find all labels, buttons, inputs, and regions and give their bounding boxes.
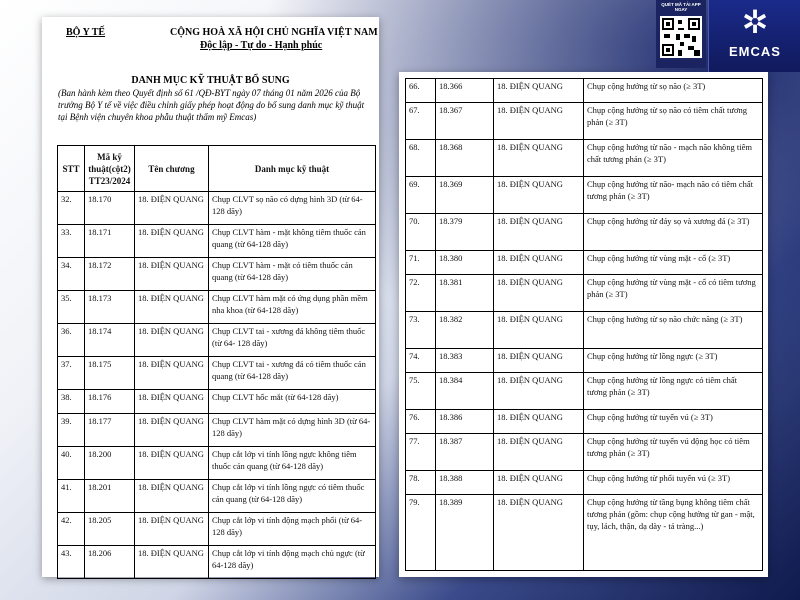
row-stt: 37. bbox=[58, 357, 85, 390]
row-technique: Chụp CLVT hàm mặt có ứng dụng phần mềm nha khoa (từ 64-128 dãy) bbox=[209, 291, 376, 324]
row-chapter: 18. ĐIỆN QUANG bbox=[135, 225, 209, 258]
table-row bbox=[58, 390, 376, 414]
row-chapter: 18. ĐIỆN QUANG bbox=[135, 480, 209, 513]
row-code: 18.380 bbox=[436, 251, 494, 275]
row-technique: Chụp cộng hưởng từ não - mạch não không tiêm chất tương phản (≥ 3T) bbox=[584, 140, 763, 177]
table-row bbox=[58, 324, 376, 357]
table-row bbox=[406, 79, 763, 103]
table-row bbox=[406, 471, 763, 495]
table-row bbox=[58, 480, 376, 513]
row-chapter: 18. ĐIỆN QUANG bbox=[494, 312, 584, 349]
column-header-chapter: Tên chương bbox=[135, 146, 209, 192]
row-stt: 41. bbox=[58, 480, 85, 513]
row-stt: 40. bbox=[58, 447, 85, 480]
table-row bbox=[58, 225, 376, 258]
row-code: 18.366 bbox=[436, 79, 494, 103]
republic-name: CỘNG HOÀ XÃ HỘI CHỦ NGHĨA VIỆT NAM bbox=[170, 27, 378, 38]
row-stt: 66. bbox=[406, 79, 436, 103]
row-code: 18.173 bbox=[85, 291, 135, 324]
document-page-left bbox=[42, 17, 379, 577]
row-chapter: 18. ĐIỆN QUANG bbox=[135, 447, 209, 480]
document-page-right bbox=[399, 72, 768, 577]
row-technique: Chụp CLVT hàm mặt có dựng hình 3D (từ 64-128 dãy) bbox=[209, 414, 376, 447]
row-technique: Chụp CLVT sọ não có dựng hình 3D (từ 64-128 dãy) bbox=[209, 192, 376, 225]
row-technique: Chụp cộng hưởng từ tầng bụng không tiêm chất tương phản (gồm: chụp cộng hưởng từ gan - mật, tụy, lách, thận, dạ dày - tá tràng...) bbox=[584, 495, 763, 571]
row-stt: 70. bbox=[406, 214, 436, 251]
row-code: 18.205 bbox=[85, 513, 135, 546]
row-technique: Chụp cắt lớp vi tính động mạch chủ ngực (từ 64-128 dãy) bbox=[209, 546, 376, 579]
row-code: 18.170 bbox=[85, 192, 135, 225]
row-stt: 33. bbox=[58, 225, 85, 258]
table-row bbox=[58, 447, 376, 480]
row-stt: 35. bbox=[58, 291, 85, 324]
qr-code-icon[interactable] bbox=[660, 16, 702, 58]
row-technique: Chụp cộng hưởng từ đáy sọ và xương đá (≥ 3T) bbox=[584, 214, 763, 251]
table-row bbox=[58, 258, 376, 291]
row-code: 18.369 bbox=[436, 177, 494, 214]
row-chapter: 18. ĐIỆN QUANG bbox=[135, 291, 209, 324]
row-chapter: 18. ĐIỆN QUANG bbox=[494, 140, 584, 177]
row-chapter: 18. ĐIỆN QUANG bbox=[135, 546, 209, 579]
row-code: 18.381 bbox=[436, 275, 494, 312]
table-row bbox=[406, 140, 763, 177]
table-row bbox=[406, 214, 763, 251]
document-subtitle: (Ban hành kèm theo Quyết định số 61 /QĐ-BYT ngày 07 tháng 01 năm 2026 của Bộ trưởng Bộ Y tế về việc điều chỉnh giấy phép hoạt động do bổ sung danh mục kỹ thuật tại Bệnh viện chuyên khoa phẫu thuật thẩm mỹ Emcas) bbox=[58, 88, 365, 122]
row-code: 18.379 bbox=[436, 214, 494, 251]
table-row bbox=[406, 103, 763, 140]
table-row bbox=[58, 513, 376, 546]
row-code: 18.384 bbox=[436, 373, 494, 410]
table-row bbox=[406, 410, 763, 434]
row-chapter: 18. ĐIỆN QUANG bbox=[494, 214, 584, 251]
table-row bbox=[406, 177, 763, 214]
table-row bbox=[58, 546, 376, 579]
national-motto: Độc lập - Tự do - Hạnh phúc bbox=[200, 40, 323, 51]
row-stt: 68. bbox=[406, 140, 436, 177]
row-chapter: 18. ĐIỆN QUANG bbox=[494, 349, 584, 373]
table-row bbox=[406, 373, 763, 410]
table-row bbox=[406, 251, 763, 275]
table-row bbox=[406, 434, 763, 471]
column-header-stt: STT bbox=[58, 146, 85, 192]
row-stt: 71. bbox=[406, 251, 436, 275]
row-stt: 34. bbox=[58, 258, 85, 291]
row-code: 18.171 bbox=[85, 225, 135, 258]
row-chapter: 18. ĐIỆN QUANG bbox=[494, 471, 584, 495]
technique-table-left bbox=[57, 145, 376, 579]
table-row bbox=[58, 291, 376, 324]
row-code: 18.382 bbox=[436, 312, 494, 349]
row-chapter: 18. ĐIỆN QUANG bbox=[494, 275, 584, 312]
row-stt: 42. bbox=[58, 513, 85, 546]
row-code: 18.368 bbox=[436, 140, 494, 177]
row-chapter: 18. ĐIỆN QUANG bbox=[494, 373, 584, 410]
column-header-technique: Danh mục kỹ thuật bbox=[209, 146, 376, 192]
row-chapter: 18. ĐIỆN QUANG bbox=[135, 324, 209, 357]
table-row bbox=[406, 312, 763, 349]
qr-label: QUÉT MÃ TẢI APP NGAY bbox=[661, 2, 701, 12]
row-chapter: 18. ĐIỆN QUANG bbox=[135, 192, 209, 225]
row-technique: Chụp cộng hưởng từ tuyến vú động học có tiêm tương phản (≥ 3T) bbox=[584, 434, 763, 471]
row-technique: Chụp cắt lớp vi tính lồng ngực không tiêm thuốc cản quang (từ 64-128 dãy) bbox=[209, 447, 376, 480]
emcas-logo-panel bbox=[708, 0, 800, 72]
table-row bbox=[406, 349, 763, 373]
row-chapter: 18. ĐIỆN QUANG bbox=[494, 79, 584, 103]
technique-table-right bbox=[405, 78, 763, 571]
table-row bbox=[406, 495, 763, 571]
row-technique: Chụp cộng hưởng từ sọ não (≥ 3T) bbox=[584, 79, 763, 103]
row-chapter: 18. ĐIỆN QUANG bbox=[494, 434, 584, 471]
row-chapter: 18. ĐIỆN QUANG bbox=[135, 258, 209, 291]
column-header-code: Mã kỹ thuật(cột2) TT23/2024 bbox=[85, 146, 135, 192]
row-chapter: 18. ĐIỆN QUANG bbox=[494, 177, 584, 214]
row-technique: Chụp cắt lớp vi tính động mạch phổi (từ 64-128 dãy) bbox=[209, 513, 376, 546]
row-chapter: 18. ĐIỆN QUANG bbox=[494, 495, 584, 571]
emcas-logo-text: EMCAS bbox=[729, 44, 781, 59]
row-stt: 74. bbox=[406, 349, 436, 373]
row-code: 18.175 bbox=[85, 357, 135, 390]
row-code: 18.367 bbox=[436, 103, 494, 140]
row-stt: 73. bbox=[406, 312, 436, 349]
row-code: 18.206 bbox=[85, 546, 135, 579]
table-row bbox=[58, 414, 376, 447]
document-title: DANH MỤC KỸ THUẬT BỔ SUNG bbox=[131, 75, 290, 86]
row-chapter: 18. ĐIỆN QUANG bbox=[135, 390, 209, 414]
row-code: 18.174 bbox=[85, 324, 135, 357]
row-technique: Chụp cộng hưởng từ não- mạch não có tiêm chất tương phản (≥ 3T) bbox=[584, 177, 763, 214]
row-code: 18.201 bbox=[85, 480, 135, 513]
row-chapter: 18. ĐIỆN QUANG bbox=[135, 414, 209, 447]
document-header bbox=[42, 27, 379, 57]
row-stt: 79. bbox=[406, 495, 436, 571]
row-stt: 77. bbox=[406, 434, 436, 471]
row-code: 18.176 bbox=[85, 390, 135, 414]
qr-download-panel[interactable] bbox=[656, 0, 706, 68]
emcas-star-icon: ✲ bbox=[741, 4, 769, 40]
row-technique: Chụp CLVT hàm - mặt không tiêm thuốc cản quang (từ 64-128 dãy) bbox=[209, 225, 376, 258]
agency-name: BỘ Y TẾ bbox=[66, 27, 106, 38]
row-technique: Chụp CLVT hàm - mặt có tiêm thuốc cản quang (từ 64-128 dãy) bbox=[209, 258, 376, 291]
row-code: 18.172 bbox=[85, 258, 135, 291]
row-code: 18.387 bbox=[436, 434, 494, 471]
row-technique: Chụp cộng hưởng từ lồng ngực có tiêm chất tương phản (≥ 3T) bbox=[584, 373, 763, 410]
row-technique: Chụp CLVT tai - xương đá có tiêm thuốc cản quang (từ 64-128 dãy) bbox=[209, 357, 376, 390]
row-code: 18.177 bbox=[85, 414, 135, 447]
row-technique: Chụp cộng hưởng từ tuyến vú (≥ 3T) bbox=[584, 410, 763, 434]
row-stt: 67. bbox=[406, 103, 436, 140]
row-code: 18.389 bbox=[436, 495, 494, 571]
table-row bbox=[58, 357, 376, 390]
table-row bbox=[58, 192, 376, 225]
row-stt: 43. bbox=[58, 546, 85, 579]
row-stt: 36. bbox=[58, 324, 85, 357]
row-code: 18.386 bbox=[436, 410, 494, 434]
row-chapter: 18. ĐIỆN QUANG bbox=[494, 251, 584, 275]
row-technique: Chụp cộng hưởng từ vùng mặt - cổ có tiêm tương phản (≥ 3T) bbox=[584, 275, 763, 312]
row-technique: Chụp cắt lớp vi tính lồng ngực có tiêm thuốc cản quang (từ 64-128 dãy) bbox=[209, 480, 376, 513]
row-technique: Chụp CLVT tai - xương đá không tiêm thuốc (từ 64- 128 dãy) bbox=[209, 324, 376, 357]
row-stt: 78. bbox=[406, 471, 436, 495]
row-stt: 76. bbox=[406, 410, 436, 434]
row-stt: 75. bbox=[406, 373, 436, 410]
row-technique: Chụp cộng hưởng từ lồng ngực (≥ 3T) bbox=[584, 349, 763, 373]
row-stt: 69. bbox=[406, 177, 436, 214]
row-stt: 72. bbox=[406, 275, 436, 312]
table-row bbox=[406, 275, 763, 312]
row-stt: 32. bbox=[58, 192, 85, 225]
row-technique: Chụp cộng hưởng từ sọ não có tiêm chất tương phản (≥ 3T) bbox=[584, 103, 763, 140]
row-chapter: 18. ĐIỆN QUANG bbox=[135, 357, 209, 390]
row-technique: Chụp cộng hưởng từ phổi tuyến vú (≥ 3T) bbox=[584, 471, 763, 495]
row-technique: Chụp cộng hưởng từ vùng mặt - cổ (≥ 3T) bbox=[584, 251, 763, 275]
row-stt: 39. bbox=[58, 414, 85, 447]
row-chapter: 18. ĐIỆN QUANG bbox=[135, 513, 209, 546]
row-stt: 38. bbox=[58, 390, 85, 414]
row-code: 18.200 bbox=[85, 447, 135, 480]
row-chapter: 18. ĐIỆN QUANG bbox=[494, 103, 584, 140]
row-code: 18.388 bbox=[436, 471, 494, 495]
row-technique: Chụp CLVT hốc mắt (từ 64-128 dãy) bbox=[209, 390, 376, 414]
row-code: 18.383 bbox=[436, 349, 494, 373]
row-technique: Chụp cộng hưởng từ sọ não chức năng (≥ 3T) bbox=[584, 312, 763, 349]
row-chapter: 18. ĐIỆN QUANG bbox=[494, 410, 584, 434]
